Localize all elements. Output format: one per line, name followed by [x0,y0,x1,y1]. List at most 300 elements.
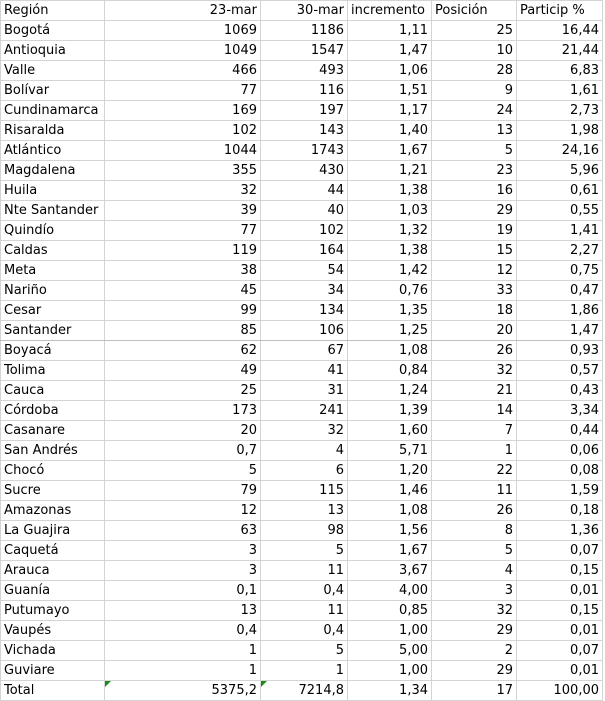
cell-incremento[interactable] [348,461,432,481]
cell-30-mar[interactable] [261,121,348,141]
cell-30-mar[interactable] [261,461,348,481]
cell-value: Tolima [4,363,46,378]
table-row [1,221,603,241]
cell-region[interactable] [1,121,105,141]
cell-value: 1,39 [399,403,428,418]
cell-value: 32 [240,183,257,198]
cell-30-mar[interactable] [261,101,348,121]
cell-value: 19 [496,223,513,238]
cell-value: 14 [496,403,513,418]
table-row [1,141,603,161]
cell-value: 54 [327,263,344,278]
header-cell-region[interactable]: Región [1,1,105,21]
cell-incremento[interactable] [348,81,432,101]
cell-value: Sucre [4,483,41,498]
cell-30-mar[interactable] [261,241,348,261]
cell-30-mar[interactable] [261,581,348,601]
cell-23-mar[interactable] [105,401,261,421]
cell-particip[interactable] [517,141,603,161]
cell-particip[interactable] [517,121,603,141]
cell-30-mar[interactable] [261,501,348,521]
cell-23-mar[interactable] [105,441,261,461]
cell-region[interactable] [1,281,105,301]
cell-30-mar[interactable] [261,21,348,41]
cell-value: 7 [504,423,513,438]
cell-value: Quindío [4,223,55,238]
cell-region[interactable] [1,481,105,501]
cell-posicion[interactable] [432,361,517,381]
cell-incremento[interactable] [348,601,432,621]
cell-incremento[interactable] [348,501,432,521]
cell-particip[interactable] [517,261,603,281]
table-row [1,341,603,361]
cell-value: 1,42 [399,263,428,278]
cell-value: 32 [496,363,513,378]
cell-23-mar[interactable] [105,161,261,181]
cell-value: 85 [240,323,257,338]
cell-value: 1,35 [399,303,428,318]
cell-value: 4 [335,443,344,458]
cell-30-mar[interactable] [261,221,348,241]
cell-23-mar[interactable] [105,381,261,401]
cell-value: Vichada [4,643,56,658]
cell-23-mar[interactable] [105,181,261,201]
cell-value: 32 [496,603,513,618]
cell-region[interactable] [1,61,105,81]
cell-incremento[interactable] [348,541,432,561]
cell-value: 1,60 [399,423,428,438]
cell-value: 29 [496,623,513,638]
cell-value: 0,57 [570,363,599,378]
cell-posicion[interactable] [432,121,517,141]
cell-23-mar[interactable] [105,241,261,261]
cell-value: Atlántico [4,143,62,158]
cell-particip[interactable] [517,641,603,661]
cell-region[interactable] [1,221,105,241]
cell-value: 0,1 [236,583,257,598]
cell-region[interactable] [1,381,105,401]
cell-value: 0,93 [570,343,599,358]
cell-value: 26 [496,343,513,358]
cell-30-mar[interactable] [261,141,348,161]
cell-region[interactable] [1,301,105,321]
cell-value: 0,01 [570,623,599,638]
cell-23-mar[interactable] [105,421,261,441]
cell-23-mar[interactable] [105,541,261,561]
cell-value: Magdalena [4,163,76,178]
cell-value: 1,08 [399,503,428,518]
cell-value: 1,38 [399,183,428,198]
table-row [1,121,603,141]
cell-value: Amazonas [4,503,72,518]
cell-region[interactable] [1,41,105,61]
cell-incremento[interactable] [348,321,432,341]
cell-posicion[interactable] [432,141,517,161]
cell-incremento[interactable] [348,21,432,41]
cell-incremento[interactable] [348,661,432,681]
cell-value: Antioquia [4,43,66,58]
cell-incremento[interactable] [348,441,432,461]
cell-posicion[interactable] [432,541,517,561]
cell-posicion[interactable] [432,261,517,281]
cell-incremento[interactable] [348,221,432,241]
cell-particip[interactable] [517,41,603,61]
cell-posicion[interactable] [432,661,517,681]
cell-incremento[interactable] [348,381,432,401]
cell-30-mar[interactable] [261,161,348,181]
cell-incremento[interactable] [348,161,432,181]
cell-30-mar[interactable] [261,361,348,381]
header-cell-posicion[interactable]: Posición [432,1,517,21]
cell-incremento[interactable] [348,281,432,301]
cell-region[interactable] [1,81,105,101]
cell-incremento[interactable] [348,61,432,81]
cell-30-mar[interactable] [261,621,348,641]
cell-particip[interactable] [517,301,603,321]
cell-region[interactable] [1,541,105,561]
cell-particip[interactable] [517,401,603,421]
cell-posicion[interactable] [432,81,517,101]
cell-value: 1 [248,663,257,678]
cell-23-mar[interactable] [105,361,261,381]
cell-region[interactable] [1,661,105,681]
cell-value: Cauca [4,383,45,398]
cell-particip[interactable] [517,561,603,581]
cell-value: 143 [319,123,344,138]
cell-posicion[interactable] [432,41,517,61]
cell-region[interactable] [1,421,105,441]
cell-incremento[interactable] [348,301,432,321]
cell-posicion[interactable] [432,521,517,541]
cell-posicion[interactable] [432,201,517,221]
cell-incremento[interactable] [348,641,432,661]
cell-incremento[interactable] [348,41,432,61]
cell-value: 1,21 [399,163,428,178]
cell-region[interactable] [1,321,105,341]
cell-particip[interactable] [517,661,603,681]
cell-region[interactable] [1,581,105,601]
cell-particip[interactable] [517,81,603,101]
cell-incremento[interactable] [348,681,432,701]
cell-value: 3 [248,543,257,558]
cell-value: 33 [496,283,513,298]
error-indicator-icon[interactable] [105,681,111,687]
cell-23-mar[interactable] [105,281,261,301]
cell-value: 63 [240,523,257,538]
cell-particip[interactable] [517,441,603,461]
cell-23-mar[interactable] [105,641,261,661]
cell-value: 0,01 [570,663,599,678]
cell-particip[interactable] [517,421,603,441]
cell-incremento[interactable] [348,141,432,161]
cell-posicion[interactable] [432,621,517,641]
cell-region[interactable] [1,521,105,541]
cell-value: Nariño [4,283,47,298]
cell-value: 2,27 [570,243,599,258]
cell-incremento[interactable] [348,341,432,361]
header-cell-particip[interactable]: Particip % [517,1,603,21]
header-cell-30-mar[interactable]: 30-mar [261,1,348,21]
cell-value: 29 [496,203,513,218]
cell-particip[interactable] [517,621,603,641]
cell-23-mar[interactable] [105,581,261,601]
cell-23-mar[interactable] [105,201,261,221]
cell-posicion[interactable] [432,101,517,121]
cell-value: 1,61 [570,83,599,98]
cell-particip[interactable] [517,281,603,301]
cell-region[interactable] [1,181,105,201]
cell-23-mar[interactable] [105,61,261,81]
cell-30-mar[interactable] [261,41,348,61]
cell-30-mar[interactable] [261,61,348,81]
cell-value: Bogotá [4,23,51,38]
cell-23-mar[interactable] [105,501,261,521]
cell-value: 21 [496,383,513,398]
cell-region[interactable] [1,501,105,521]
cell-23-mar[interactable] [105,121,261,141]
cell-value: 5375,2 [211,683,257,698]
cell-value: 13 [240,603,257,618]
cell-value: 1,34 [399,683,428,698]
cell-23-mar[interactable] [105,101,261,121]
cell-particip[interactable] [517,461,603,481]
cell-region[interactable] [1,341,105,361]
cell-incremento[interactable] [348,181,432,201]
cell-30-mar[interactable] [261,341,348,361]
cell-region[interactable] [1,101,105,121]
table-row [1,601,603,621]
cell-incremento[interactable] [348,241,432,261]
cell-30-mar[interactable] [261,661,348,681]
cell-value: 1,59 [570,483,599,498]
cell-particip[interactable] [517,501,603,521]
cell-value: 32 [327,423,344,438]
cell-region[interactable] [1,461,105,481]
cell-particip[interactable] [517,581,603,601]
cell-region[interactable] [1,161,105,181]
cell-30-mar[interactable] [261,561,348,581]
table-row [1,461,603,481]
cell-30-mar[interactable] [261,321,348,341]
cell-30-mar[interactable] [261,381,348,401]
cell-posicion[interactable] [432,381,517,401]
cell-23-mar[interactable] [105,681,261,701]
cell-particip[interactable] [517,221,603,241]
cell-particip[interactable] [517,481,603,501]
cell-particip[interactable] [517,381,603,401]
cell-incremento[interactable] [348,561,432,581]
cell-region[interactable] [1,561,105,581]
table-row [1,21,603,41]
cell-value: 28 [496,63,513,78]
cell-particip[interactable] [517,321,603,341]
cell-particip[interactable] [517,601,603,621]
cell-value: Nte Santander [4,203,99,218]
cell-23-mar[interactable] [105,481,261,501]
cell-23-mar[interactable] [105,321,261,341]
cell-23-mar[interactable] [105,461,261,481]
cell-23-mar[interactable] [105,81,261,101]
cell-value: 0,06 [570,443,599,458]
cell-region[interactable] [1,361,105,381]
table-row [1,281,603,301]
cell-posicion[interactable] [432,61,517,81]
cell-23-mar[interactable] [105,621,261,641]
cell-value: 6 [335,463,344,478]
cell-posicion[interactable] [432,581,517,601]
cell-region[interactable] [1,21,105,41]
cell-incremento[interactable] [348,201,432,221]
cell-value: 0,55 [570,203,599,218]
cell-posicion[interactable] [432,321,517,341]
cell-posicion[interactable] [432,481,517,501]
cell-23-mar[interactable] [105,561,261,581]
cell-posicion[interactable] [432,161,517,181]
cell-posicion[interactable] [432,181,517,201]
error-indicator-icon[interactable] [261,681,267,687]
cell-incremento[interactable] [348,401,432,421]
cell-posicion[interactable] [432,421,517,441]
cell-23-mar[interactable] [105,521,261,541]
cell-particip[interactable] [517,541,603,561]
cell-particip[interactable] [517,21,603,41]
cell-posicion[interactable] [432,401,517,421]
cell-30-mar[interactable] [261,541,348,561]
cell-region[interactable] [1,401,105,421]
cell-posicion[interactable] [432,501,517,521]
cell-30-mar[interactable] [261,401,348,421]
cell-23-mar[interactable] [105,41,261,61]
cell-23-mar[interactable] [105,661,261,681]
cell-23-mar[interactable] [105,301,261,321]
cell-30-mar[interactable] [261,421,348,441]
cell-value: 1,51 [399,83,428,98]
cell-incremento[interactable] [348,121,432,141]
cell-particip[interactable] [517,201,603,221]
cell-value: Santander [4,323,72,338]
cell-23-mar[interactable] [105,341,261,361]
cell-posicion[interactable] [432,341,517,361]
cell-region[interactable] [1,601,105,621]
cell-23-mar[interactable] [105,601,261,621]
cell-30-mar[interactable] [261,181,348,201]
cell-value: Huila [4,183,38,198]
cell-region[interactable] [1,201,105,221]
cell-incremento[interactable] [348,481,432,501]
cell-23-mar[interactable] [105,141,261,161]
cell-region[interactable] [1,141,105,161]
cell-value: 8 [504,523,513,538]
header-cell-incremento[interactable]: incremento [348,1,432,21]
cell-value: 1 [248,643,257,658]
cell-posicion[interactable] [432,241,517,261]
cell-incremento[interactable] [348,421,432,441]
cell-posicion[interactable] [432,561,517,581]
header-cell-23-mar[interactable]: 23-mar [105,1,261,21]
cell-region[interactable] [1,241,105,261]
cell-value: Chocó [4,463,45,478]
cell-posicion[interactable] [432,21,517,41]
cell-23-mar[interactable] [105,261,261,281]
cell-30-mar[interactable] [261,641,348,661]
cell-region[interactable] [1,441,105,461]
cell-value: 1,06 [399,63,428,78]
cell-value: 77 [240,223,257,238]
cell-value: 0,61 [570,183,599,198]
cell-region[interactable] [1,641,105,661]
cell-30-mar[interactable] [261,481,348,501]
cell-value: 9 [504,83,513,98]
cell-value: 1,24 [399,383,428,398]
cell-value: 3 [248,563,257,578]
cell-value: 5 [335,543,344,558]
cell-value: 0,43 [570,383,599,398]
cell-particip[interactable] [517,681,603,701]
cell-30-mar[interactable] [261,441,348,461]
table-row [1,661,603,681]
cell-value: 1,40 [399,123,428,138]
cell-posicion[interactable] [432,301,517,321]
cell-value: 16 [496,183,513,198]
cell-value: 1,20 [399,463,428,478]
cell-value: 22 [496,463,513,478]
cell-23-mar[interactable] [105,21,261,41]
cell-incremento[interactable] [348,361,432,381]
cell-posicion[interactable] [432,681,517,701]
cell-value: 1186 [310,23,344,38]
cell-incremento[interactable] [348,621,432,641]
cell-particip[interactable] [517,341,603,361]
cell-particip[interactable] [517,161,603,181]
cell-value: 1,00 [399,663,428,678]
cell-incremento[interactable] [348,521,432,541]
cell-posicion[interactable] [432,221,517,241]
cell-incremento[interactable] [348,261,432,281]
cell-30-mar[interactable] [261,201,348,221]
cell-posicion[interactable] [432,601,517,621]
cell-30-mar[interactable] [261,261,348,281]
cell-value: 11 [496,483,513,498]
cell-particip[interactable] [517,61,603,81]
cell-incremento[interactable] [348,101,432,121]
cell-region[interactable] [1,621,105,641]
cell-posicion[interactable] [432,461,517,481]
cell-particip[interactable] [517,521,603,541]
cell-30-mar[interactable] [261,81,348,101]
cell-particip[interactable] [517,101,603,121]
cell-incremento[interactable] [348,581,432,601]
cell-particip[interactable] [517,241,603,261]
cell-particip[interactable] [517,181,603,201]
cell-value: Total [4,683,35,698]
cell-posicion[interactable] [432,281,517,301]
cell-region[interactable] [1,681,105,701]
cell-region[interactable] [1,261,105,281]
cell-value: 1,32 [399,223,428,238]
cell-posicion[interactable] [432,441,517,461]
cell-30-mar[interactable] [261,281,348,301]
cell-particip[interactable] [517,361,603,381]
cell-posicion[interactable] [432,641,517,661]
cell-value: 430 [319,163,344,178]
cell-30-mar[interactable] [261,601,348,621]
cell-23-mar[interactable] [105,221,261,241]
cell-30-mar[interactable] [261,521,348,541]
cell-value: 3,34 [570,403,599,418]
cell-30-mar[interactable] [261,681,348,701]
cell-value: 1,56 [399,523,428,538]
cell-30-mar[interactable] [261,301,348,321]
